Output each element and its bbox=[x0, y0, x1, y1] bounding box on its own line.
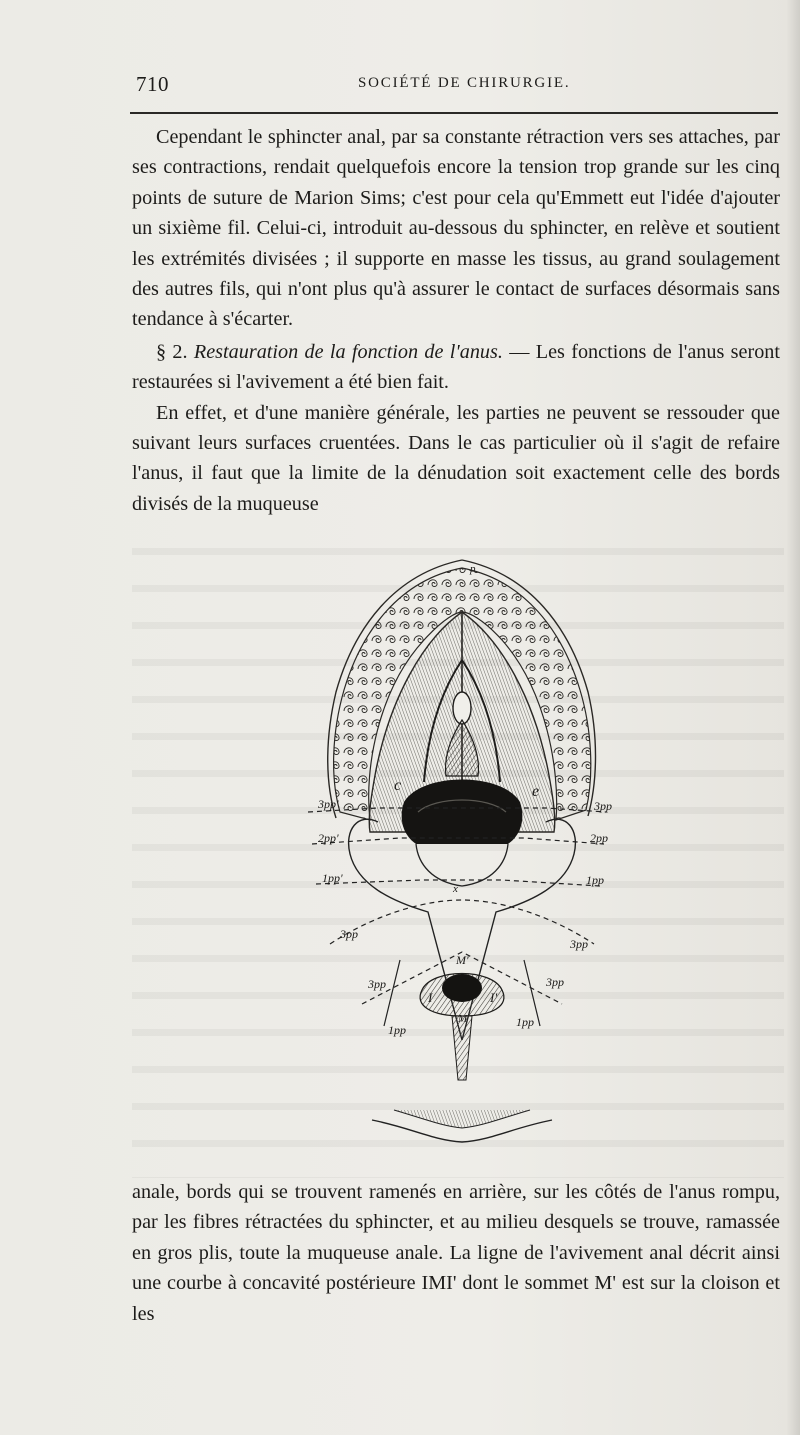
label-3pp-bottom-right: 3pp bbox=[546, 975, 564, 989]
body-text-bottom bbox=[132, 1177, 780, 1329]
paragraph-anale: anale, bords qui se trouvent ramenés en arrière, sur les côtés de l'anus rompu, par les fibres rétractées du sphincter, et au milieu desquels se trouve, ramassée en gros plis, toute la muqueuse anale. La ligne de l'avivement anal décrit ainsi une courbe à concavité postérieure IMI' dont le sommet M' est sur la cloison et les bbox=[132, 1181, 780, 1325]
page-number: 710 bbox=[136, 72, 169, 96]
label-m-prime: M' bbox=[456, 953, 469, 967]
label-3pp-bottom-left: 3pp bbox=[368, 977, 386, 991]
section-number: § 2. bbox=[156, 340, 188, 363]
label-e: e bbox=[532, 783, 540, 800]
header-rule bbox=[130, 112, 778, 114]
section-title: Restauration de la fonction de l'anus. bbox=[193, 340, 503, 363]
paragraph-suture: Cependant le sphincter anal, par sa constante rétraction vers ses attaches, par ses contractions, rendait quelquefois encore la tension trop grande sur les cinq points de suture de Marion Sims; c'est pour cela qu'Emmett eut l'idée d'ajouter un sixième fil. Celui-ci, introduit au-dessous du sphincter, en relève et soutient les extrémités divisées ; il supporte en masse les tissus, au grand soulagement des autres fils, qui n'ont plus qu'à assurer le contact de surfaces désormais sans tendance à s'écarter. bbox=[132, 126, 780, 331]
label-p: p bbox=[470, 563, 476, 575]
label-c: c bbox=[394, 777, 402, 794]
label-1pp-bottom-left: 1pp bbox=[388, 1023, 406, 1037]
section-intro: — Les fonctions de l'anus seront restaurées si l'avivement a été bien fait. bbox=[132, 340, 780, 394]
label-2pp-left: 2pp' bbox=[318, 831, 339, 845]
label-x: x bbox=[453, 883, 458, 895]
label-2pp-right: 2pp bbox=[590, 831, 608, 845]
figure-engraving bbox=[132, 520, 780, 1155]
label-3pp-lower: 3pp bbox=[570, 937, 588, 951]
label-3pp-left: 3pp' bbox=[318, 797, 339, 811]
anal-region bbox=[372, 960, 552, 1142]
running-title: SOCIÉTÉ DE CHIRURGIE. bbox=[358, 75, 571, 91]
running-header bbox=[130, 72, 780, 102]
label-1pp-left: 1pp' bbox=[322, 871, 343, 885]
body-text-top bbox=[132, 122, 780, 519]
label-i-prime: I' bbox=[490, 990, 498, 1005]
label-1pp-right: 1pp bbox=[586, 873, 604, 887]
label-3pp-outer: 3pp bbox=[340, 927, 358, 941]
vaginal-opening bbox=[402, 780, 523, 845]
label-i: I bbox=[428, 990, 433, 1005]
label-m: M bbox=[458, 1013, 468, 1025]
anatomical-figure bbox=[132, 520, 780, 1155]
label-3pp-right: 3pp bbox=[594, 799, 612, 813]
page-edge-shadow bbox=[786, 0, 800, 1435]
label-1pp-bottom-right: 1pp bbox=[516, 1015, 534, 1029]
paragraph-en-effet: En effet, et d'une manière générale, les parties ne peuvent se ressouder que suivant leurs surfaces cruentées. Dans le cas particulier où il s'agit de refaire l'anus, il faut que la limite de la dénudation soit exactement celle des bords divisés de la muqueuse bbox=[132, 401, 780, 515]
paragraph-section-2 bbox=[132, 337, 780, 398]
